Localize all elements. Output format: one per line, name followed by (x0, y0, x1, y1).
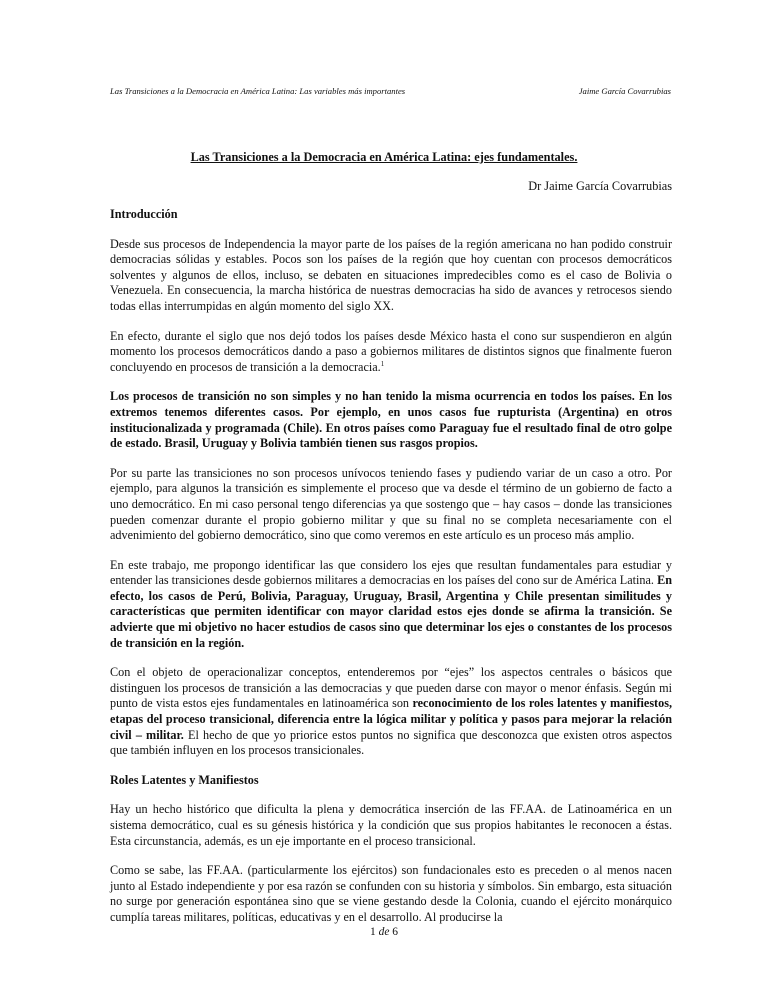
paragraph-5 (110, 558, 672, 652)
header-left: Las Transiciones a la Democracia en América Latina: Las variables más importantes (110, 86, 406, 96)
paragraph-5-emphasis: En efecto, los casos de Perú, Bolivia, Paraguay, Uruguay, Brasil, Argentina y Chile presentan similitudes y características que permiten identificar con mayor claridad estos ejes donde se afirma la transición. Se advierte que mi objetivo no hacer estudios de casos sino que determinar los ejes o constantes de los procesos de transición en la región. (110, 573, 672, 650)
document-body (110, 207, 672, 940)
paragraph-6 (110, 665, 672, 759)
author-line: Dr Jaime García Covarrubias (528, 179, 672, 193)
paragraph-8: Como se sabe, las FF.AA. (particularmente los ejércitos) son fundacionales esto es preceden o al menos nacen junto al Estado independiente y por esa razón se confunden con su historia y símbolos. Sin embargo, esta situación no surge por generación espontánea sino que se viene gestando desde la Colonia, cuando el ejército monárquico cumplía tareas militares, políticas, educativas y en el desarrollo. Al producirse la (110, 863, 672, 924)
running-header (110, 86, 671, 97)
paragraph-6-text-a: Con el objeto de operacionalizar conceptos, entenderemos por “ejes” los aspectos centrales o básicos que distinguen los procesos de transición a las democracias y que pueden darse con mayor o menor énfasis. Según mi punto de vista estos ejes fundamentales en latinoamérica son (110, 665, 672, 711)
paragraph-3: Los procesos de transición no son simples y no han tenido la misma ocurrencia en todos los países. En los extremos tenemos diferentes casos. Por ejemplo, en unos casos fue rupturista (Argentina) en otros institucionalizada y programada (Chile). En otros países como Paraguay fue el resultado final de otro golpe de estado. Brasil, Uruguay y Bolivia también tienen sus rasgos propios. (110, 389, 672, 451)
paragraph-2-text: En efecto, durante el siglo que nos dejó todos los países desde México hasta el cono sur suspendieron en algún momento los procesos democráticos dando a paso a gobiernos militares de distintos signos que finalmente fueron concluyendo en procesos de transición a la democracia. (110, 328, 672, 374)
paragraph-1: Desde sus procesos de Independencia la mayor parte de los países de la región americana no han podido construir democracias sólidas y estables. Pocos son los países de la región que hoy cuentan con procesos democráticos solventes y algunos de ellos, incluso, se debaten en situaciones impredecibles como es el caso de Bolivia o Venezuela. En consecuencia, la marcha histórica de nuestras democracias ha sido de avances y retrocesos siendo todas ellas interrumpidas en algún momento del siglo XX. (110, 236, 672, 313)
paragraph-6-text-b: El hecho de que yo priorice estos puntos no significa que desconozca que existen otros aspectos que también influyen en los procesos transicionales. (110, 727, 672, 758)
page-number-footer (0, 925, 768, 939)
header-right: Jaime García Covarrubias (578, 86, 671, 96)
page-total: 6 (392, 926, 399, 938)
paragraph-6-emphasis: reconocimiento de los roles latentes y manifiestos, etapas del proceso transicional, diferencia entre la lógica militar y política y pasos para mejorar la relación civil – militar. (110, 696, 672, 742)
section-heading-roles: Roles Latentes y Manifiestos (110, 772, 259, 787)
paragraph-4: Por su parte las transiciones no son procesos unívocos teniendo fases y pudiendo variar de un caso a otro. Por ejemplo, para algunos la transición es simplemente el proceso que va desde el término de un gobierno de facto a uno democrático. En mi caso personal tengo diferencias ya que sostengo que – hay casos – donde las transiciones pueden comenzar durante el propio gobierno militar y que su final no se completa necesariamente con el advenimiento del gobierno democrático, sino que como veremos en este artículo es un proceso más amplio. (110, 465, 672, 543)
page-current: 1 (369, 926, 376, 938)
document-title: Las Transiciones a la Democracia en América Latina: ejes fundamentales. (190, 150, 578, 164)
paragraph-2 (110, 329, 672, 376)
paragraph-5-text: En este trabajo, me propongo identificar las que considero los ejes que resultan fundamentales para estudiar y entender las transiciones desde gobiernos militares a democracias en los países del cono sur de América Latina. (110, 557, 672, 588)
paragraph-7: Hay un hecho histórico que dificulta la plena y democrática inserción de las FF.AA. de Latinoamérica en un sistema democrático, cual es su génesis histórica y la condición que sus propios habitantes le reconocen a éstas. Esta circunstancia, además, es un eje importante en el proceso transicional. (110, 802, 672, 848)
section-heading-introduccion: Introducción (110, 207, 178, 221)
page-of: de (378, 926, 390, 938)
footnote-ref[interactable]: 1 (380, 359, 385, 368)
